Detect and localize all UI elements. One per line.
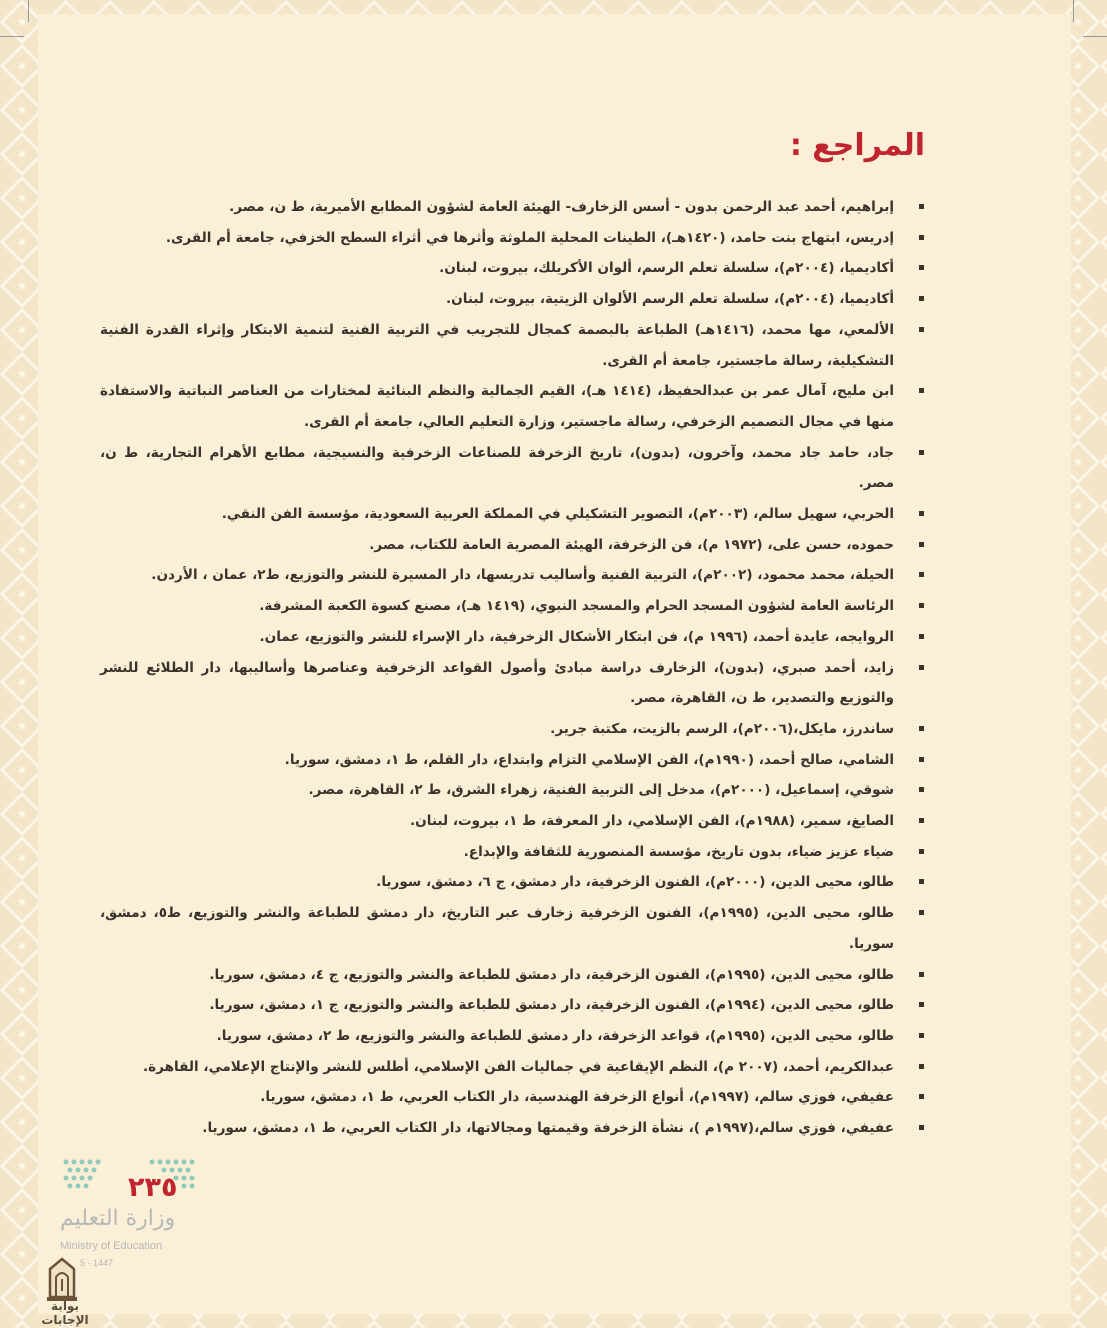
bullet-icon <box>919 511 924 516</box>
reference-text: ساندرز، مايكل،(٢٠٠٦م)، الرسم بالزيت، مكتبة جرير. <box>550 720 894 737</box>
reference-text: الحربي، سهيل سالم، (٢٠٠٣م)، التصوير التشكيلي في المملكة العربية السعودية، مؤسسة الفن النقي. <box>221 506 894 523</box>
reference-item <box>100 1021 928 1052</box>
reference-item <box>100 253 928 284</box>
bullet-icon <box>919 1033 924 1038</box>
bullet-icon <box>919 972 924 977</box>
reference-item <box>100 530 928 561</box>
references-list <box>100 192 928 1144</box>
reference-text: إدريس، ابتهاج بنت حامد، (١٤٢٠هـ)، الطينات المحلية الملوثة وأثرها في أثراء السطح الخزفي، جامعة أم القرى. <box>165 229 894 246</box>
reference-item <box>100 1113 928 1144</box>
bullet-icon <box>919 296 924 301</box>
reference-item <box>100 806 928 837</box>
bullet-icon <box>919 450 924 455</box>
bullet-icon <box>919 849 924 854</box>
reference-text: الرئاسة العامة لشؤون المسجد الحرام والمسجد النبوي، (١٤١٩ هـ)، مصنع كسوة الكعبة المشرفة. <box>259 598 894 615</box>
reference-item <box>100 714 928 745</box>
reference-item <box>100 837 928 868</box>
bullet-icon <box>919 1064 924 1069</box>
crop-mark <box>0 36 24 37</box>
bullet-icon <box>919 1094 924 1099</box>
reference-text: الصايغ، سمير، (١٩٨٨م)، الفن الإسلامي، دار المعرفة، ط ١، بيروت، لبنان. <box>410 813 894 830</box>
page-number: ٢٣٥ <box>128 1172 178 1203</box>
ministry-name-english: Ministry of Education <box>60 1240 163 1252</box>
crop-mark <box>28 0 29 22</box>
reference-text: طالو، محيى الدين، (١٩٩٥م)، الفنون الزخرفية زخارف عبر التاريخ، دار دمشق للطباعة والنشر والتوزيع، ط٥، دمشق، سوريا. <box>100 905 894 952</box>
reference-text: عفيفي، فوزي سالم، (١٩٩٧م)، أنواع الزخرفة الهندسية، دار الكتاب العربي، ط ١، دمشق، سوريا. <box>260 1089 894 1106</box>
reference-item <box>100 1052 928 1083</box>
reference-item <box>100 960 928 991</box>
bullet-icon <box>919 910 924 915</box>
bullet-icon <box>919 757 924 762</box>
edition-year: 5 - 1447 <box>80 1258 114 1268</box>
reference-item <box>100 990 928 1021</box>
watermark-lantern-icon <box>42 1257 82 1303</box>
reference-item <box>100 192 928 223</box>
bullet-icon <box>919 1002 924 1007</box>
bullet-icon <box>919 818 924 823</box>
reference-text: أكاديميا، (٢٠٠٤م)، سلسلة تعلم الرسم الألوان الزيتية، بيروت، لبنان. <box>445 291 894 308</box>
reference-text: الألمعي، مها محمد، (١٤١٦هـ) الطباعة بالبصمة كمجال للتجريب في التربية الفنية لتنمية الابتكار وإثراء القدرة الفنية التشكيلية، رسالة ماجستير، جامعة أم القرى. <box>100 321 894 369</box>
reference-text: أكاديميا، (٢٠٠٤م)، سلسلة تعلم الرسم، ألوان الأكريلك، بيروت، لبنان. <box>439 260 894 277</box>
reference-text: جاد، حامد جاد محمد، وآخرون، (بدون)، تاريخ الزخرفة للصناعات الزخرفية والنسيجية، مطابع الأهرام التجارية، ط ن، مصر. <box>100 444 894 492</box>
bullet-icon <box>919 542 924 547</box>
reference-item <box>100 775 928 806</box>
reference-item <box>100 499 928 530</box>
reference-text: حموده، حسن على، (١٩٧٢ م)، فن الزخرفة، الهيئة المصرية العامة للكتاب، مصر. <box>369 536 894 553</box>
reference-item <box>100 745 928 776</box>
reference-text: زايد، أحمد صبري، (بدون)، الزخارف دراسة مبادئ وأصول القواعد الزخرفية وعناصرها وأساليبها، دار الطلائع للنشر والتوزيع والتصدير، ط ن، القاهرة، مصر. <box>100 659 894 707</box>
reference-item <box>100 438 928 499</box>
reference-item <box>100 284 928 315</box>
bullet-icon <box>919 327 924 332</box>
reference-text: ابن مليح، آمال عمر بن عبدالحفيظ، (١٤١٤ هـ)، القيم الجمالية والنظم البنائية لمختارات من العناصر النباتية والاستفادة منها في مجال التصميم الزخرفي، رسالة ماجستير، وزارة التعليم العالي، جامعة أم القرى. <box>100 383 895 430</box>
reference-text: طالو، محيى الدين، (١٩٩٤م)، الفنون الزخرفية، دار دمشق للطباعة والنشر والتوزيع، ج ١، دمشق، سوريا. <box>209 997 894 1014</box>
reference-item <box>100 622 928 653</box>
reference-item <box>100 376 928 437</box>
bullet-icon <box>919 665 924 670</box>
reference-item <box>100 898 928 959</box>
bullet-icon <box>919 1125 924 1130</box>
reference-item <box>100 315 928 376</box>
crop-mark <box>1083 36 1107 37</box>
bullet-icon <box>919 204 924 209</box>
bullet-icon <box>919 726 924 731</box>
reference-text: طالو، محيى الدين، (١٩٩٥م)، قواعد الزخرفة، دار دمشق للطباعة والنشر والتوزيع، ط ٢، دمشق، سوريا. <box>216 1027 894 1044</box>
page-title: المراجع : <box>789 128 925 163</box>
bullet-icon <box>919 879 924 884</box>
reference-item <box>100 591 928 622</box>
bullet-icon <box>919 265 924 270</box>
reference-item <box>100 867 928 898</box>
bullet-icon <box>919 235 924 240</box>
ministry-name-arabic: وزارة التعليم <box>60 1206 176 1231</box>
crop-mark <box>1073 0 1074 22</box>
bullet-icon <box>919 572 924 577</box>
reference-text: عفيفي، فوزي سالم،(١٩٩٧م )، نشأة الزخرفة وقيمتها ومجالاتها، دار الكتاب العربي، ط ١، دمشق، سوريا. <box>202 1120 894 1137</box>
bullet-icon <box>919 603 924 608</box>
reference-item <box>100 653 928 714</box>
reference-text: عبدالكريم، أحمد، (٢٠٠٧ م)، النظم الإيقاعية في جماليات الفن الإسلامي، أطلس للنشر والإنتاج الإعلامي، القاهرة. <box>142 1058 894 1075</box>
bullet-icon <box>919 634 924 639</box>
reference-text: الروايجه، عايدة أحمد، (١٩٩٦ م)، فن ابتكار الأشكال الزخرفية، دار الإسراء للنشر والتوزيع، عمان. <box>259 628 894 645</box>
reference-item <box>100 560 928 591</box>
reference-text: إبراهيم، أحمد عبد الرحمن بدون - أسس الزخارف- الهيئة العامة لشؤون المطابع الأميرية، ط ن، مصر. <box>229 199 894 215</box>
reference-text: طالو، محيى الدين، (١٩٩٥م)، الفنون الزخرفية، دار دمشق للطباعة والنشر والتوزيع، ج ٤، دمشق، سوريا. <box>209 966 894 983</box>
reference-text: الحيلة، محمد محمود، (٢٠٠٢م)، التربية الفنية وأساليب تدريسها، دار المسيرة للنشر والتوزيع، ط٢، عمان ، الأردن. <box>151 567 894 584</box>
reference-item <box>100 1082 928 1113</box>
reference-item <box>100 223 928 254</box>
reference-text: طالو، محيى الدين، (٢٠٠٠م)، الفنون الزخرفية، دار دمشق، ج ٦، دمشق، سوريا. <box>376 874 894 891</box>
reference-text: ضياء عزيز ضياء، بدون تاريخ، مؤسسة المنصورية للثقافة والإبداع. <box>463 843 894 860</box>
reference-text: شوقي، إسماعيل، (٢٠٠٠م)، مدخل إلى التربية الفنية، زهراء الشرق، ط ٢، القاهرة، مصر. <box>308 782 894 799</box>
watermark-label: بوابة الإجابات <box>41 1299 89 1327</box>
bullet-icon <box>919 388 924 393</box>
bullet-icon <box>919 787 924 792</box>
reference-text: الشامي، صالح أحمد، (١٩٩٠م)، الفن الإسلامي التزام وابتداع، دار القلم، ط ١، دمشق، سوريا. <box>284 751 894 768</box>
